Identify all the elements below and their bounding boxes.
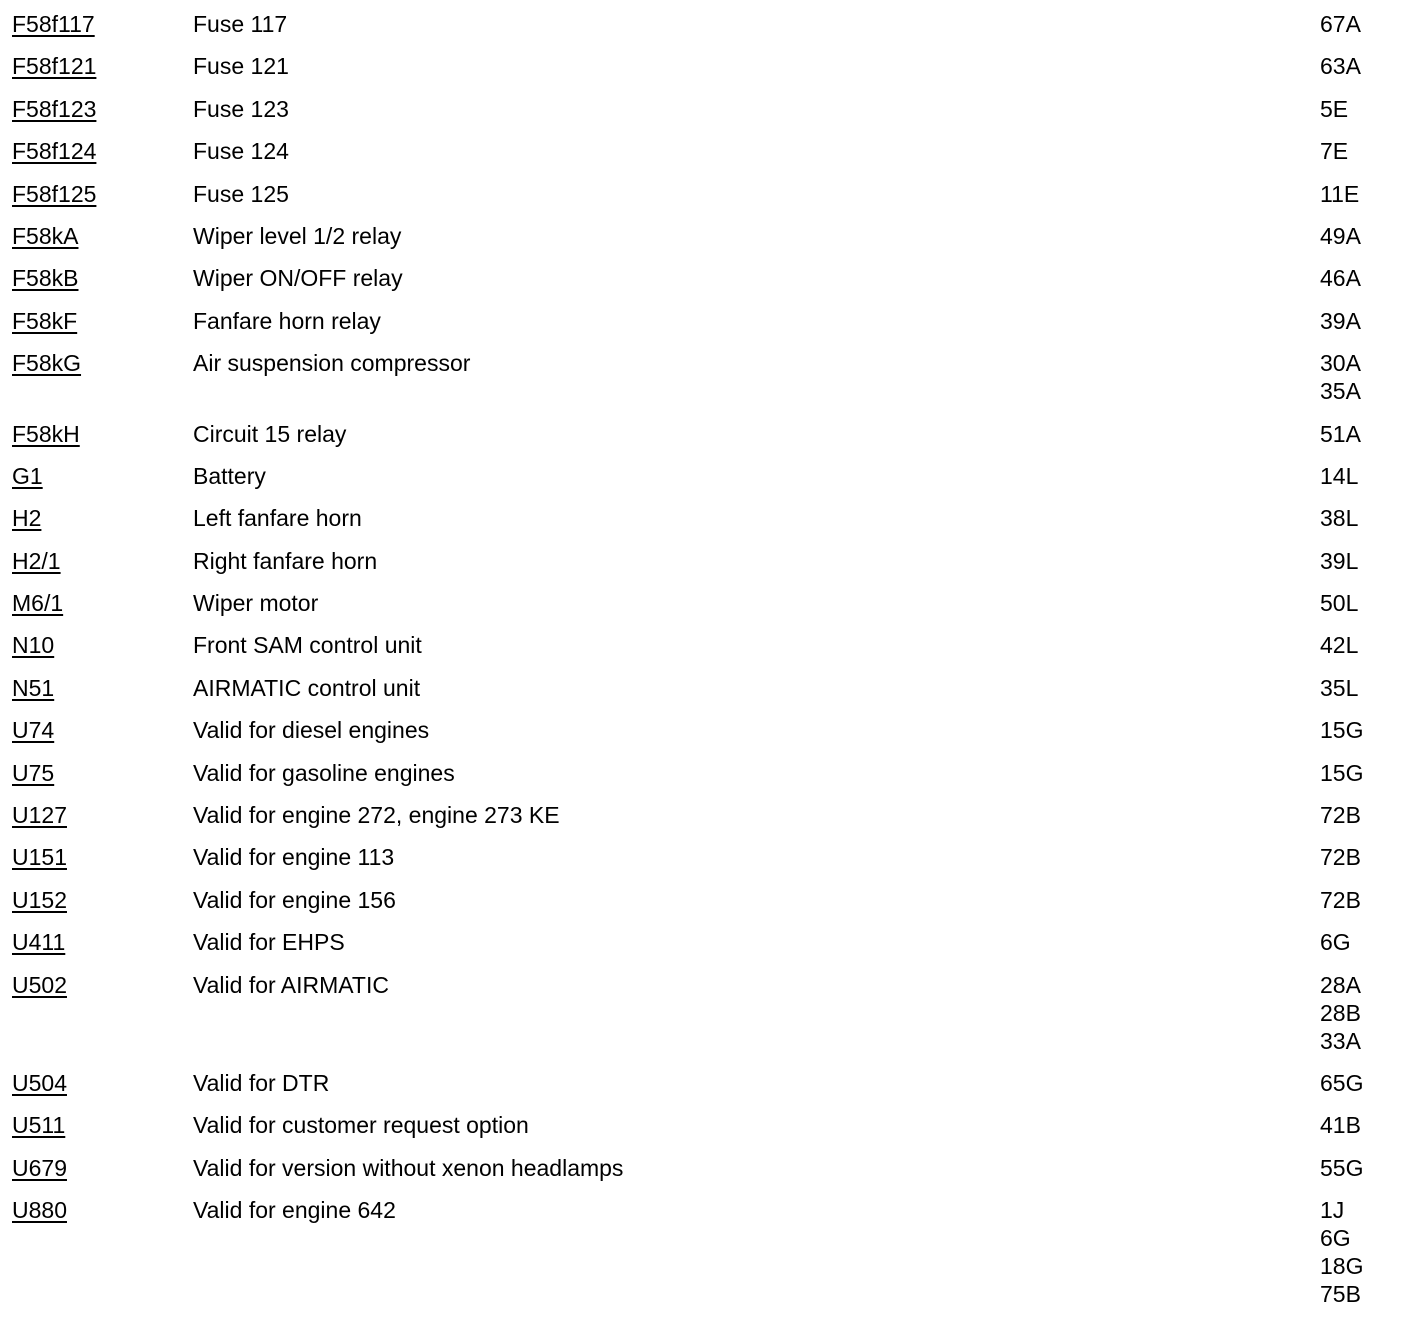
grid-reference-list (1320, 716, 1408, 744)
component-description: Valid for version without xenon headlamps (193, 1154, 624, 1181)
grid-reference-list (1320, 10, 1408, 38)
grid-reference-list (1320, 971, 1408, 1055)
component-description: Valid for customer request option (193, 1112, 529, 1139)
grid-reference: 67A (1320, 11, 1361, 37)
grid-reference: 72B (1320, 844, 1361, 871)
component-code-link[interactable]: H2 (12, 505, 42, 532)
grid-reference-list (1320, 222, 1408, 250)
legend-row (0, 928, 1408, 956)
grid-reference-list (1320, 1196, 1408, 1308)
component-code-link[interactable]: M6/1 (12, 590, 64, 617)
grid-reference-list (1320, 674, 1408, 702)
grid-reference: 5E (1320, 95, 1349, 122)
component-description: Fuse 121 (193, 53, 289, 80)
component-description: Front SAM control unit (193, 632, 422, 659)
legend-row (0, 759, 1408, 787)
component-description: Fuse 117 (193, 11, 288, 37)
legend-row (0, 52, 1408, 80)
grid-reference-list (1320, 1154, 1408, 1182)
component-description: Valid for diesel engines (193, 717, 430, 744)
component-description: Fanfare horn relay (193, 307, 381, 334)
component-description: Valid for engine 642 (193, 1197, 396, 1224)
grid-reference-list (1320, 420, 1408, 448)
legend-row (0, 137, 1408, 165)
legend-row (0, 1196, 1408, 1308)
component-code-link[interactable]: F58f124 (12, 138, 97, 165)
grid-reference-list (1320, 52, 1408, 80)
component-code-link[interactable]: F58kG (12, 350, 82, 377)
grid-reference: 39L (1320, 547, 1359, 574)
component-code-link[interactable]: F58kH (12, 420, 80, 447)
component-description: Valid for engine 272, engine 273 KE (193, 802, 560, 829)
component-description: Wiper level 1/2 relay (193, 222, 402, 249)
component-code-link[interactable]: F58f125 (12, 180, 97, 207)
grid-reference-list (1320, 801, 1408, 829)
component-legend-list (0, 10, 1408, 1323)
grid-reference-list (1320, 349, 1408, 405)
grid-reference-list (1320, 886, 1408, 914)
component-description: Wiper motor (193, 590, 319, 617)
grid-reference-list (1320, 1069, 1408, 1097)
grid-reference: 15G (1320, 759, 1364, 786)
legend-row (0, 843, 1408, 871)
legend-row (0, 801, 1408, 829)
grid-reference: 72B (1320, 886, 1361, 913)
legend-row (0, 10, 1408, 38)
component-description: Valid for DTR (193, 1069, 330, 1096)
component-description: Valid for AIRMATIC (193, 971, 389, 998)
legend-row (0, 589, 1408, 617)
component-code-link[interactable]: U504 (12, 1069, 67, 1096)
legend-row (0, 674, 1408, 702)
component-code-link[interactable]: U511 (12, 1112, 66, 1139)
grid-reference-list (1320, 589, 1408, 617)
grid-reference: 1J (1320, 1197, 1345, 1224)
grid-reference-list (1320, 547, 1408, 575)
legend-row (0, 1111, 1408, 1139)
component-code-link[interactable]: U679 (12, 1154, 67, 1181)
grid-reference: 41B (1320, 1112, 1361, 1139)
grid-reference-list (1320, 137, 1408, 165)
component-code-link[interactable]: F58f117 (12, 11, 95, 37)
legend-row (0, 504, 1408, 532)
grid-reference-list (1320, 307, 1408, 335)
grid-reference: 75B (1320, 1281, 1361, 1308)
legend-row (0, 222, 1408, 250)
legend-row (0, 95, 1408, 123)
grid-reference: 6G (1320, 1225, 1351, 1252)
grid-reference-list (1320, 843, 1408, 871)
legend-row (0, 886, 1408, 914)
component-description: Air suspension compressor (193, 350, 471, 377)
legend-row (0, 180, 1408, 208)
component-code-link[interactable]: U151 (12, 844, 67, 871)
grid-reference: 50L (1320, 590, 1359, 617)
legend-row (0, 547, 1408, 575)
component-description: Right fanfare horn (193, 547, 378, 574)
component-code-link[interactable]: F58kB (12, 265, 79, 292)
component-description: Fuse 124 (193, 138, 289, 165)
grid-reference-list (1320, 180, 1408, 208)
legend-row (0, 631, 1408, 659)
grid-reference: 33A (1320, 1027, 1361, 1054)
grid-reference-list (1320, 504, 1408, 532)
component-code-link[interactable]: F58f121 (12, 53, 97, 80)
component-description: Battery (193, 462, 266, 489)
grid-reference: 30A (1320, 350, 1361, 377)
grid-reference: 39A (1320, 307, 1361, 334)
component-code-link[interactable]: F58f123 (12, 95, 97, 122)
grid-reference: 28B (1320, 999, 1361, 1026)
legend-row (0, 971, 1408, 1055)
grid-reference-list (1320, 631, 1408, 659)
grid-reference: 65G (1320, 1069, 1364, 1096)
legend-row (0, 264, 1408, 292)
grid-reference: 35A (1320, 378, 1361, 405)
component-description: Circuit 15 relay (193, 420, 347, 447)
grid-reference: 28A (1320, 971, 1361, 998)
component-code-link[interactable]: U74 (12, 717, 55, 744)
grid-reference: 49A (1320, 222, 1361, 249)
component-code-link[interactable]: U502 (12, 971, 67, 998)
grid-reference: 72B (1320, 802, 1361, 829)
grid-reference: 55G (1320, 1154, 1364, 1181)
component-code-link[interactable]: N10 (12, 632, 55, 659)
grid-reference: 11E (1320, 180, 1360, 207)
grid-reference-list (1320, 1111, 1408, 1139)
component-code-link[interactable]: U75 (12, 759, 55, 786)
component-code-link[interactable]: G1 (12, 462, 43, 489)
component-code-link[interactable]: N51 (12, 674, 55, 701)
component-code-link[interactable]: U880 (12, 1197, 67, 1224)
component-code-link[interactable]: U411 (12, 929, 66, 956)
grid-reference: 7E (1320, 138, 1349, 165)
grid-reference: 42L (1320, 632, 1359, 659)
component-code-link[interactable]: F58kA (12, 222, 79, 249)
grid-reference: 14L (1320, 462, 1359, 489)
component-description: Fuse 123 (193, 95, 289, 122)
component-code-link[interactable]: U152 (12, 886, 67, 913)
grid-reference: 18G (1320, 1253, 1364, 1280)
component-description: Valid for gasoline engines (193, 759, 455, 786)
component-description: Left fanfare horn (193, 505, 362, 532)
legend-row (0, 716, 1408, 744)
grid-reference: 46A (1320, 265, 1361, 292)
grid-reference-list (1320, 264, 1408, 292)
legend-row (0, 1069, 1408, 1097)
grid-reference-list (1320, 462, 1408, 490)
grid-reference: 15G (1320, 717, 1364, 744)
grid-reference: 38L (1320, 505, 1359, 532)
legend-row (0, 1154, 1408, 1182)
legend-row (0, 307, 1408, 335)
component-description: Valid for engine 113 (193, 844, 395, 871)
grid-reference-list (1320, 759, 1408, 787)
component-description: AIRMATIC control unit (193, 674, 421, 701)
legend-row (0, 462, 1408, 490)
component-description: Valid for engine 156 (193, 886, 396, 913)
grid-reference: 51A (1320, 420, 1361, 447)
component-code-link[interactable]: F58kF (12, 307, 78, 334)
component-description: Fuse 125 (193, 180, 289, 207)
component-code-link[interactable]: U127 (12, 802, 67, 829)
grid-reference-list (1320, 928, 1408, 956)
grid-reference: 63A (1320, 53, 1361, 80)
legend-row (0, 349, 1408, 405)
grid-reference: 6G (1320, 929, 1351, 956)
grid-reference: 35L (1320, 674, 1359, 701)
component-description: Valid for EHPS (193, 929, 345, 956)
component-code-link[interactable]: H2/1 (12, 547, 61, 574)
grid-reference-list (1320, 95, 1408, 123)
component-description: Wiper ON/OFF relay (193, 265, 403, 292)
legend-row (0, 420, 1408, 448)
